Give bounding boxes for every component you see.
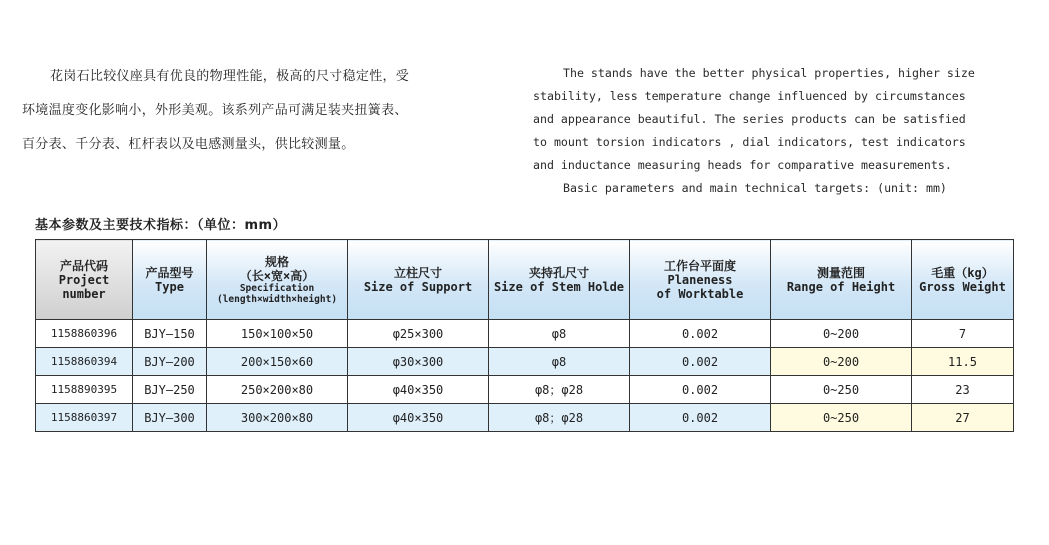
cell-range: 0~250 xyxy=(771,404,912,432)
table-title: 基本参数及主要技术指标：（单位：mm） xyxy=(35,218,287,233)
header-code xyxy=(36,240,133,320)
header-plane-cn: 工作台平面度 xyxy=(663,258,736,273)
cell-spec: 300×200×80 xyxy=(207,404,348,432)
header-weight-cn: 毛重（kg） xyxy=(931,265,994,280)
cell-spec: 150×100×50 xyxy=(207,320,348,348)
en-intro-line-3: and appearance beautiful. The series products can be satisfied xyxy=(533,112,966,126)
cell-code: 1158860396 xyxy=(36,320,133,348)
header-plane-en1: Planeness xyxy=(667,272,733,287)
header-spec xyxy=(207,240,348,320)
cell-support: φ30×300 xyxy=(348,348,489,376)
header-plane xyxy=(630,240,771,320)
spec-table xyxy=(35,239,1014,432)
cell-spec: 250×200×80 xyxy=(207,376,348,404)
english-introduction xyxy=(533,62,1018,200)
en-intro-line-2: stability, less temperature change influenced by circumstances xyxy=(533,89,966,103)
cell-range: 0~250 xyxy=(771,376,912,404)
cell-type: BJY—250 xyxy=(133,376,207,404)
table-row xyxy=(36,404,1014,432)
cell-plane: 0.002 xyxy=(630,404,771,432)
cell-code: 1158860397 xyxy=(36,404,133,432)
header-type-en: Type xyxy=(155,279,184,294)
cn-intro-line-1: 花岗石比较仪座具有优良的物理性能，极高的尺寸稳定性，受 xyxy=(50,69,410,84)
cell-weight: 27 xyxy=(912,404,1014,432)
header-type-cn: 产品型号 xyxy=(145,265,194,280)
cell-type: BJY—200 xyxy=(133,348,207,376)
cell-spec: 200×150×60 xyxy=(207,348,348,376)
header-range xyxy=(771,240,912,320)
cell-type: BJY—300 xyxy=(133,404,207,432)
cell-plane: 0.002 xyxy=(630,320,771,348)
table-header-row xyxy=(36,240,1014,320)
en-intro-line-6: Basic parameters and main technical targets: (unit: mm) xyxy=(563,181,947,195)
cell-plane: 0.002 xyxy=(630,376,771,404)
cell-support: φ25×300 xyxy=(348,320,489,348)
cell-type: BJY—150 xyxy=(133,320,207,348)
chinese-introduction xyxy=(22,60,482,162)
en-intro-line-5: and inductance measuring heads for comparative measurements. xyxy=(533,158,952,172)
header-spec-en1: Specification xyxy=(239,282,315,294)
cell-stem: φ8；φ28 xyxy=(489,404,630,432)
cell-weight: 23 xyxy=(912,376,1014,404)
header-plane-en2: of Worktable xyxy=(656,286,744,301)
en-intro-line-4: to mount torsion indicators , dial indicators, test indicators xyxy=(533,135,966,149)
table-row xyxy=(36,376,1014,404)
header-stem-en: Size of Stem Holde xyxy=(493,279,625,294)
header-spec-en2: (length×width×height) xyxy=(216,293,338,305)
header-spec-cn2: （长×宽×高） xyxy=(239,268,315,283)
en-intro-line-1: The stands have the better physical properties, higher size xyxy=(563,66,975,80)
cell-support: φ40×350 xyxy=(348,376,489,404)
cell-plane: 0.002 xyxy=(630,348,771,376)
cn-intro-line-3: 百分表、千分表、杠杆表以及电感测量头，供比较测量。 xyxy=(22,137,355,152)
cell-weight: 7 xyxy=(912,320,1014,348)
header-weight-en: Gross Weight xyxy=(919,279,1006,294)
header-type xyxy=(133,240,207,320)
header-code-en: Project number xyxy=(58,272,110,301)
cell-stem: φ8 xyxy=(489,348,630,376)
header-support xyxy=(348,240,489,320)
table-row xyxy=(36,348,1014,376)
header-stem xyxy=(489,240,630,320)
header-spec-cn1: 规格 xyxy=(264,254,289,269)
cell-code: 1158890395 xyxy=(36,376,133,404)
header-code-cn: 产品代码 xyxy=(59,258,108,273)
header-weight xyxy=(912,240,1014,320)
header-support-cn: 立柱尺寸 xyxy=(393,265,442,280)
cell-stem: φ8 xyxy=(489,320,630,348)
cell-range: 0~200 xyxy=(771,320,912,348)
table-row xyxy=(36,320,1014,348)
cell-code: 1158860394 xyxy=(36,348,133,376)
cell-support: φ40×350 xyxy=(348,404,489,432)
header-stem-cn: 夹持孔尺寸 xyxy=(528,265,589,280)
cn-intro-line-2: 环境温度变化影响小，外形美观。该系列产品可满足装夹扭簧表、 xyxy=(22,103,408,118)
header-range-cn: 测量范围 xyxy=(816,265,865,280)
cell-range: 0~200 xyxy=(771,348,912,376)
cell-weight: 11.5 xyxy=(912,348,1014,376)
cell-stem: φ8；φ28 xyxy=(489,376,630,404)
header-support-en: Size of Support xyxy=(363,279,473,294)
header-range-en: Range of Height xyxy=(786,279,896,294)
